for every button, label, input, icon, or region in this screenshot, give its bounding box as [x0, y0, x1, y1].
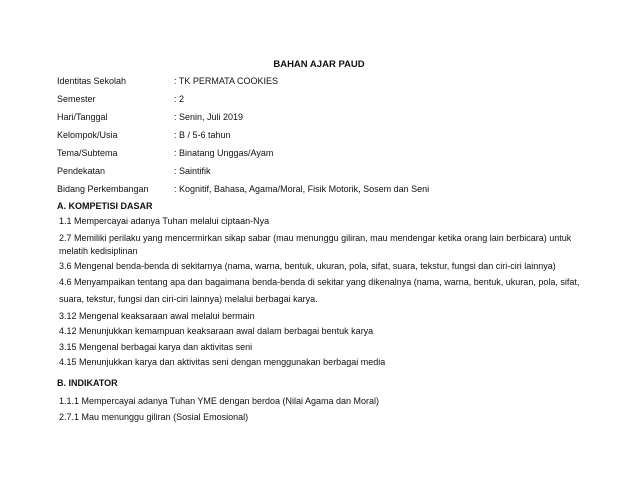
identity-value-sekolah: : TK PERMATA COOKIES: [174, 76, 279, 86]
indikator-heading: B. INDIKATOR: [57, 378, 118, 388]
identity-label-tanggal: Hari/Tanggal: [57, 112, 108, 122]
kompetensi-line: 3.6 Mengenal benda-benda di sekitarnya (nama, warna, bentuk, ukuran, pola, sifat, suara, tekstur, fungsi dan ciri-ciri lainnya): [59, 261, 556, 271]
kompetensi-line: 4.6 Menyampaikan tentang apa dan bagaimana benda-benda di sekitar yang dikenalnya (nama, warna, bentuk, ukuran, pola, sifat,: [59, 277, 580, 287]
kompetensi-line: 1.1 Mempercayai adanya Tuhan melalui ciptaan-Nya: [59, 216, 270, 226]
kompetensi-line: 3.12 Mengenal keaksaraan awal melalui bermain: [59, 311, 255, 321]
kompetensi-line: 3.15 Mengenal berbagai karya dan aktivitas seni: [59, 342, 253, 352]
kompetensi-line: 2.7 Memiliki perilaku yang mencermirkan sikap sabar (mau menunggu giliran, mau mendengar ketika orang lain berbicara) untuk: [59, 233, 572, 243]
kompetensi-line: suara, tekstur, fungsi dan ciri-ciri lainnya) melalui berbagai karya.: [59, 294, 318, 304]
identity-value-kelompok: : B / 5-6 tahun: [174, 130, 231, 140]
identity-label-pendekatan: Pendekatan: [57, 166, 106, 176]
kompetensi-line: 4.12 Menunjukkan kemampuan keaksaraan awal dalam berbagai bentuk karya: [59, 326, 374, 336]
identity-value-semester: : 2: [174, 94, 185, 104]
identity-label-kelompok: Kelompok/Usia: [57, 130, 118, 140]
indikator-line: 1.1.1 Mempercayai adanya Tuhan YME dengan berdoa (Nilai Agama dan Moral): [59, 396, 380, 406]
identity-label-semester: Semester: [57, 94, 96, 104]
identity-label-sekolah: Identitas Sekolah: [57, 76, 127, 86]
identity-value-bidang: : Kognitif, Bahasa, Agama/Moral, Fisik Motorik, Sosem dan Seni: [174, 184, 430, 194]
identity-value-tanggal: : Senin, Juli 2019: [174, 112, 244, 122]
kompetensi-line: 4.15 Menunjukkan karya dan aktivitas seni dengan menggunakan berbagai media: [59, 357, 386, 367]
identity-label-bidang: Bidang Perkembangan: [57, 184, 149, 194]
kompetensi-heading: A. KOMPETISI DASAR: [57, 201, 153, 211]
identity-value-tema: : Binatang Unggas/Ayam: [174, 148, 274, 158]
kompetensi-line: melatih kedisiplinan: [59, 246, 138, 256]
identity-value-pendekatan: : Saintifik: [174, 166, 211, 176]
indikator-line: 2.7.1 Mau menunggu giliran (Sosial Emosional): [59, 412, 249, 422]
identity-label-tema: Tema/Subtema: [57, 148, 118, 158]
document-title: BAHAN AJAR PAUD: [273, 59, 365, 70]
